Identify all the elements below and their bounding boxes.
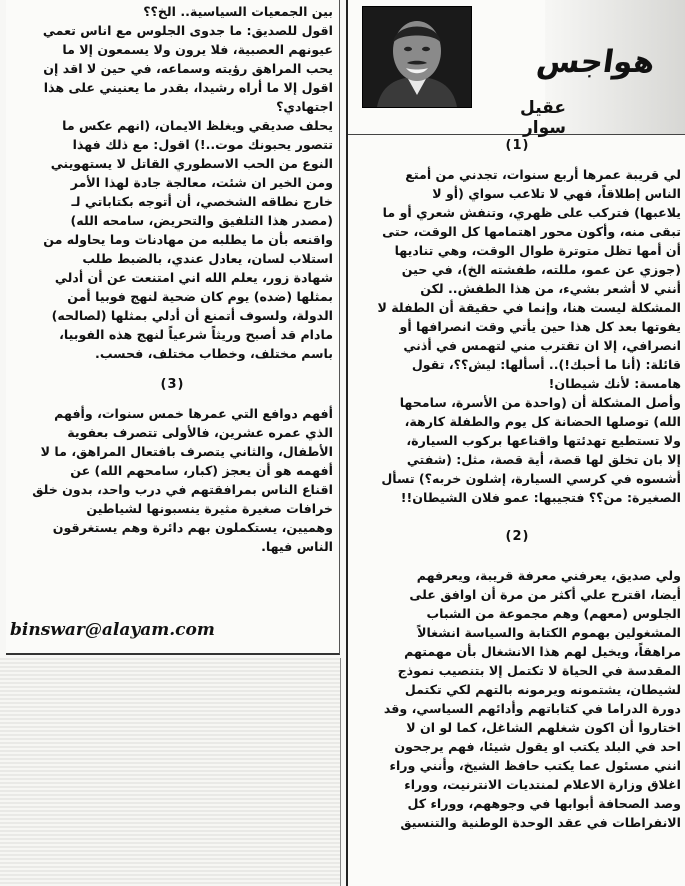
paragraph-friend-suggestion: ولي صديق، يعرفني معرفة قريبة، ويعرفهم أيضا، اقترح علي أكثر من مرة أن اوافق على الجلوس (معهم) وهم مجموعة من الشباب المشغولين بهموم الكتابة والسياسة انشغالاً مراهقاً، ويخيل لهم هذا الانشغال بأن مهمتهم المقدسة في الحياة لا تكتمل إلا بتنصيب نموذج لشيطان، يشتمونه ويرمونه بالتهم لكي تكتمل دورة الدراما في كتاباتهم وأدائهم السياسي، وقد اختاروا أن اكون شغلهم الشاغل، كما لو ان لا احد في البلد يكتب او يقول شيئا، فهم يرجحون انني مسئول عما يكتب حافظ الشيخ، وأنني وراء اغلاق وزارة الاعلام لمنتديات الانترنيت، ووراء وصد الصحافة أبوابها في وجوههم، ووراء كل الانفراطات في عقد الوحدة الوطنية والتنسيق xyxy=(383,568,681,830)
paragraph-understanding: أفهم دوافع التي عمرها خمس سنوات، وأفهم الذي عمره عشرين، فالأولى تتصرف بعفوية الأطفال، والثاني يتصرف بافتعال المراهق، ما لا أفهمه هو أن يعجز (كبار، سامحهم الله) عن اقناع الناس بمرافقتهم في درب واحد، بدون خلق خرافات صغيرة مثيرة ينسبونها لشياطين وهميين، يستكملون بهم دائرة وهم يستغرقون الناس فيها. xyxy=(32,406,333,554)
section-number-2: (2) xyxy=(505,529,530,544)
author-name: عقيل سوار xyxy=(520,98,566,138)
paragraph-friend-oath: يحلف صديقي ويغلظ الايمان، (انهم عكس ما تتصور يحبونك موت..!) اقول: مع ذلك فهذا النوع من الحب الاسطوري القاتل لا يستهويني ومن الخير ان شئت، معالجة جادة لهذا الأمر خارج نطاقه الشخصي، أن أتوجه بكتاباتي لـ (مصدر هذا التلفيق والتحريض، سامحه الله) واقنعه بأن ما يطلبه من مهادنات وما يحاوله من استلاب لسان، يعادل عندي، بالضبط طلب شهادة زور، يعلم الله اني امتنعت عن أن أدلي بمثلها (ضده) يوم كان ضحية لنهج فوبيا أمن الدولة، ولسوف أتمنع أن أدلي بمثلها (لصالحه) مادام قد أصبح وريثاً شرعياً لنهج هذه الفوبيا، باسم مختلف، وخطاب مختلف، فحسب. xyxy=(43,118,333,361)
continuation-column xyxy=(6,0,340,655)
author-email-link[interactable]: binswar@alayam.com xyxy=(10,620,215,640)
paragraph-origin-problem: وأصل المشكلة أن (واحدة من الأسرة، سامحها الله) توصلها الحضانة كل يوم والطفلة كارهة، ولا تستطيع تهدئتها واقناعها بركوب السيارة، إلا بان تخلق لها قصة، أية قصة، مثل: (شفتي أشسوه في كرسي السيارة، إشلون خربه؟) تسأل الصغيرة: من؟؟ فتجيبها: عمو فلان الشيطان!! xyxy=(381,395,681,505)
author-photo xyxy=(362,6,472,108)
section-number-1: (1) xyxy=(505,138,530,153)
column-title: هواجس xyxy=(534,44,658,80)
paragraph-continuation: بين الجمعيات السياسية.. الخ؟؟ اقول للصديق: ما جدوى الجلوس مع اناس تعمي عيونهم العصبية، فلا يرون ولا يسمعون إلا ما يحب المراهق رؤيته وسماعه، في حين لا اقد إن اقول إلا ما أراه رشيدا، بقدر ما يعنيني على هذا اجتهادي؟ xyxy=(42,4,333,114)
author-portrait-icon xyxy=(363,7,471,107)
column-header xyxy=(348,0,685,138)
blank-strip xyxy=(0,658,341,886)
article-body xyxy=(354,138,681,832)
paragraph-relative-girl: لي قريبة عمرها أربع سنوات، تجدني من أمتع الناس إطلاقاً، فهي لا تلاعب سواي (أو لا يلاعبها) فتركب على ظهري، وتنفش شعري أو ما تبقى منه، وأكون محور اهتمامها كل الوقت، حتى أن أمها تظل متوترة طوال الوقت، وهي تناديها (جوزي عن عمو، مللته، طفشته الخ)، في حين أنني لا أشعر بشيء، من هذا الطفش.. لكن المشكلة ليست هنا، وإنما في حقيقة أن الطفلة لا يفوتها بعد كل هذا حين يأتي وقت انصرافها أو انصرافي، إلا ان تقترب مني لتهمس في أذني قائلة: (أنا ما أحبك!).. أسألها: ليش؟؟، تقول هامسة: لأنك شيطان! xyxy=(377,167,681,391)
article-column xyxy=(346,0,685,886)
section-number-3: (3) xyxy=(160,377,185,392)
